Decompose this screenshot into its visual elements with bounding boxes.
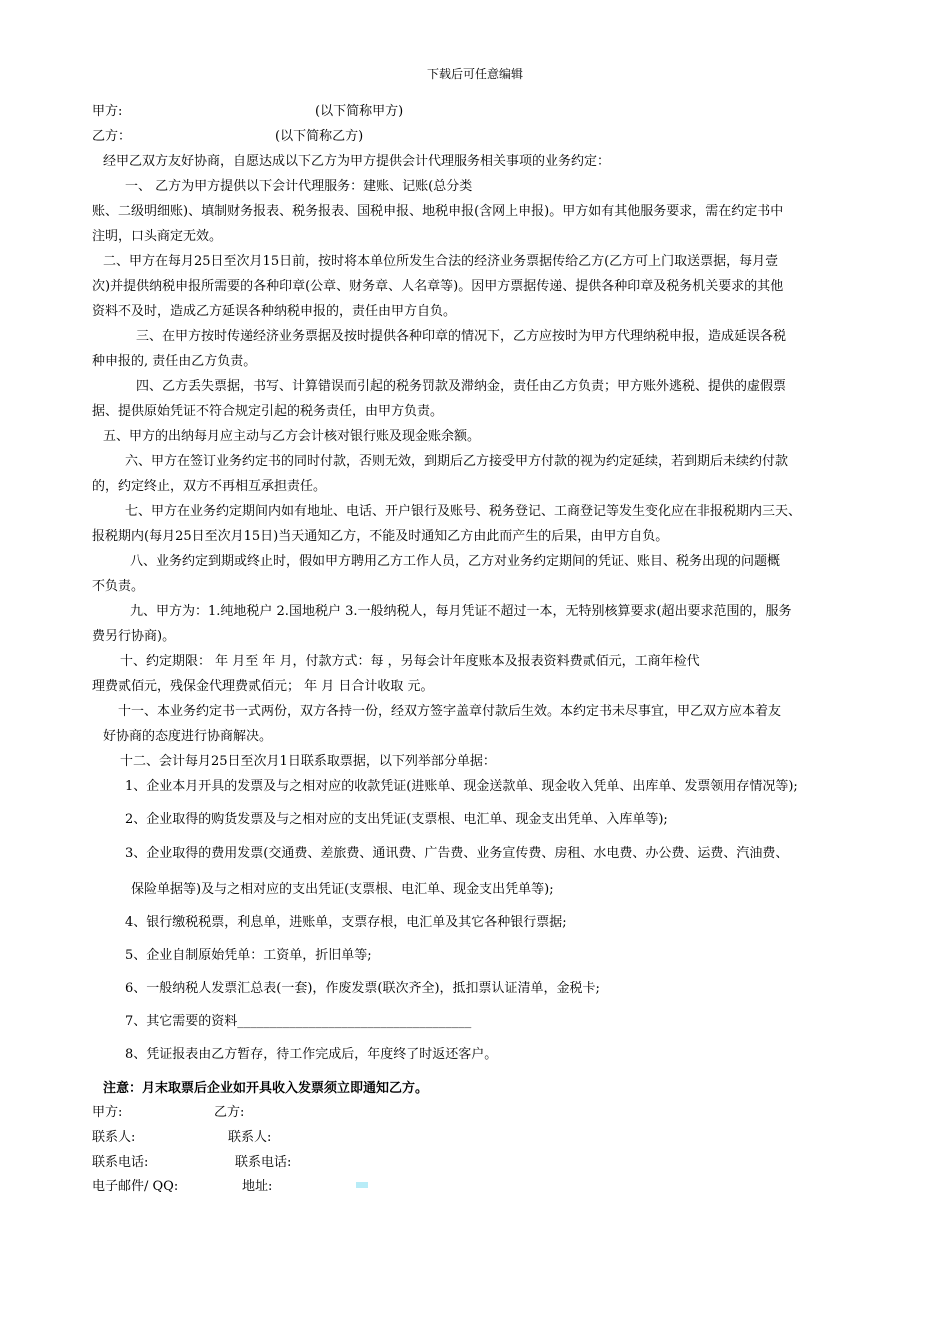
page-header: 下载后可任意编辑: [426, 67, 523, 81]
phone-b-label: 联系电话:: [235, 1155, 292, 1170]
clause-3-line-2: 种申报的, 责任由乙方负责。: [92, 354, 257, 369]
party-b-label: 乙方：: [92, 129, 132, 144]
list-item: 8、凭证报表由乙方暂存，待工作完成后，年度终了时返还客户。: [125, 1047, 498, 1062]
clause-1-line-1: 一、 乙方为甲方提供以下会计代理服务：建账、记账(总分类: [125, 179, 473, 194]
highlight-mark: [356, 1182, 368, 1188]
list-item: 3、企业取得的费用发票(交通费、差旅费、通讯费、广告费、业务宣传费、房租、水电费、办公费、运费、汽油费、: [125, 846, 789, 861]
clause-8-line-2: 不负责。: [92, 579, 145, 594]
address-b-label: 地址:: [242, 1179, 273, 1194]
clause-9-line-1: 九、甲方为：1.纯地税户 2.国地税户 3.一般纳税人，每月凭证不超过一本，无特别核算要求(超出要求范围的，服务: [130, 604, 792, 619]
signature-a-label: 甲方:: [92, 1105, 123, 1120]
contact-a-label: 联系人:: [92, 1130, 136, 1145]
intro-text: 经甲乙双方友好协商，自愿达成以下乙方为甲方提供会计代理服务相关事项的业务约定：: [103, 154, 611, 169]
clause-1-line-3: 注明，口头商定无效。: [92, 229, 223, 244]
email-a-label: 电子邮件/ QQ:: [92, 1179, 179, 1194]
clause-11-line-1: 十一、本业务约定书一式两份，双方各持一份，经双方签字盖章付款后生效。本约定书未尽事宜，甲乙双方应本着友: [118, 704, 782, 719]
clause-7-line-2: 报税期内(每月25日至次月15日)当天通知乙方，不能及时通知乙方由此而产生的后果，由甲方自负。: [92, 529, 669, 544]
notice-text: 注意：月末取票后企业如开具收入发票须立即通知乙方。: [103, 1081, 429, 1096]
contact-b-label: 联系人:: [228, 1130, 272, 1145]
clause-2-line-3: 资料不及时，造成乙方延误各种纳税申报的，责任由甲方自负。: [92, 304, 457, 319]
party-b-note: (以下简称乙方): [275, 129, 364, 144]
clause-1-line-2: 账、二级明细账)、填制财务报表、税务报表、国税申报、地税申报(含网上申报)。甲方如有其他服务要求，需在约定书中: [92, 204, 784, 219]
party-a-note: (以下简称甲方): [315, 104, 404, 119]
party-a-label: 甲方:: [92, 104, 123, 119]
clause-4-line-2: 据、提供原始凭证不符合规定引起的税务责任，由甲方负责。: [92, 404, 444, 419]
clause-5-line-1: 五、甲方的出纳每月应主动与乙方会计核对银行账及现金账余额。: [103, 429, 481, 444]
clause-10-line-2: 理费贰佰元，残保金代理费贰佰元； 年 月 日合计收取 元。: [92, 679, 434, 694]
clause-8-line-1: 八、业务约定到期或终止时，假如甲方聘用乙方工作人员，乙方对业务约定期间的凭证、账目、税务出现的问题概: [130, 554, 781, 569]
list-item: 4、银行缴税税票，利息单，进账单，支票存根，电汇单及其它各种银行票据;: [125, 915, 567, 930]
phone-a-label: 联系电话:: [92, 1155, 149, 1170]
clause-4-line-1: 四、乙方丢失票据，书写、计算错误而引起的税务罚款及滞纳金，责任由乙方负责；甲方账外逃税、提供的虚假票: [136, 379, 787, 394]
list-item: 7、其它需要的资料____________________________________: [125, 1014, 472, 1029]
clause-11-line-2: 好协商的态度进行协商解决。: [103, 729, 273, 744]
clause-7-line-1: 七、甲方在业务约定期间内如有地址、电话、开户银行及账号、税务登记、工商登记等发生变化应在非报税期内三天、: [125, 504, 802, 519]
list-item: 5、企业自制原始凭单：工资单，折旧单等;: [125, 948, 372, 963]
list-item: 保险单据等)及与之相对应的支出凭证(支票根、电汇单、现金支出凭单等);: [131, 882, 554, 897]
list-item: 6、一般纳税人发票汇总表(一套)，作废发票(联次齐全)，抵扣票认证清单，金税卡;: [125, 981, 600, 996]
clause-6-line-1: 六、甲方在签订业务约定书的同时付款，否则无效，到期后乙方接受甲方付款的视为约定延续，若到期后未续约付款: [125, 454, 789, 469]
list-item: 2、企业取得的购货发票及与之相对应的支出凭证(支票根、电汇单、现金支出凭单、入库单等);: [125, 812, 668, 827]
clause-12-title: 十二、会计每月25日至次月1日联系取票据，以下列举部分单据：: [120, 754, 496, 769]
clause-3-line-1: 三、在甲方按时传递经济业务票据及按时提供各种印章的情况下，乙方应按时为甲方代理纳税申报，造成延误各税: [136, 329, 787, 344]
signature-b-label: 乙方:: [214, 1105, 245, 1120]
clause-9-line-2: 费另行协商)。: [92, 629, 176, 644]
list-item: 1、企业本月开具的发票及与之相对应的收款凭证(进账单、现金送款单、现金收入凭单、出库单、发票领用存情况等);: [125, 779, 798, 794]
clause-2-line-2: 次)并提供纳税申报所需要的各种印章(公章、财务章、人名章等)。因甲方票据传递、提供各种印章及税务机关要求的其他: [92, 279, 784, 294]
clause-6-line-2: 的，约定终止，双方不再相互承担责任。: [92, 479, 327, 494]
clause-10-line-1: 十、约定期限： 年 月至 年 月，付款方式：每 ，另每会计年度账本及报表资料费贰佰元，工商年检代: [120, 654, 700, 669]
clause-2-line-1: 二、甲方在每月25日至次月15日前，按时将本单位所发生合法的经济业务票据传给乙方(乙方可上门取送票据，每月壹: [103, 254, 779, 269]
